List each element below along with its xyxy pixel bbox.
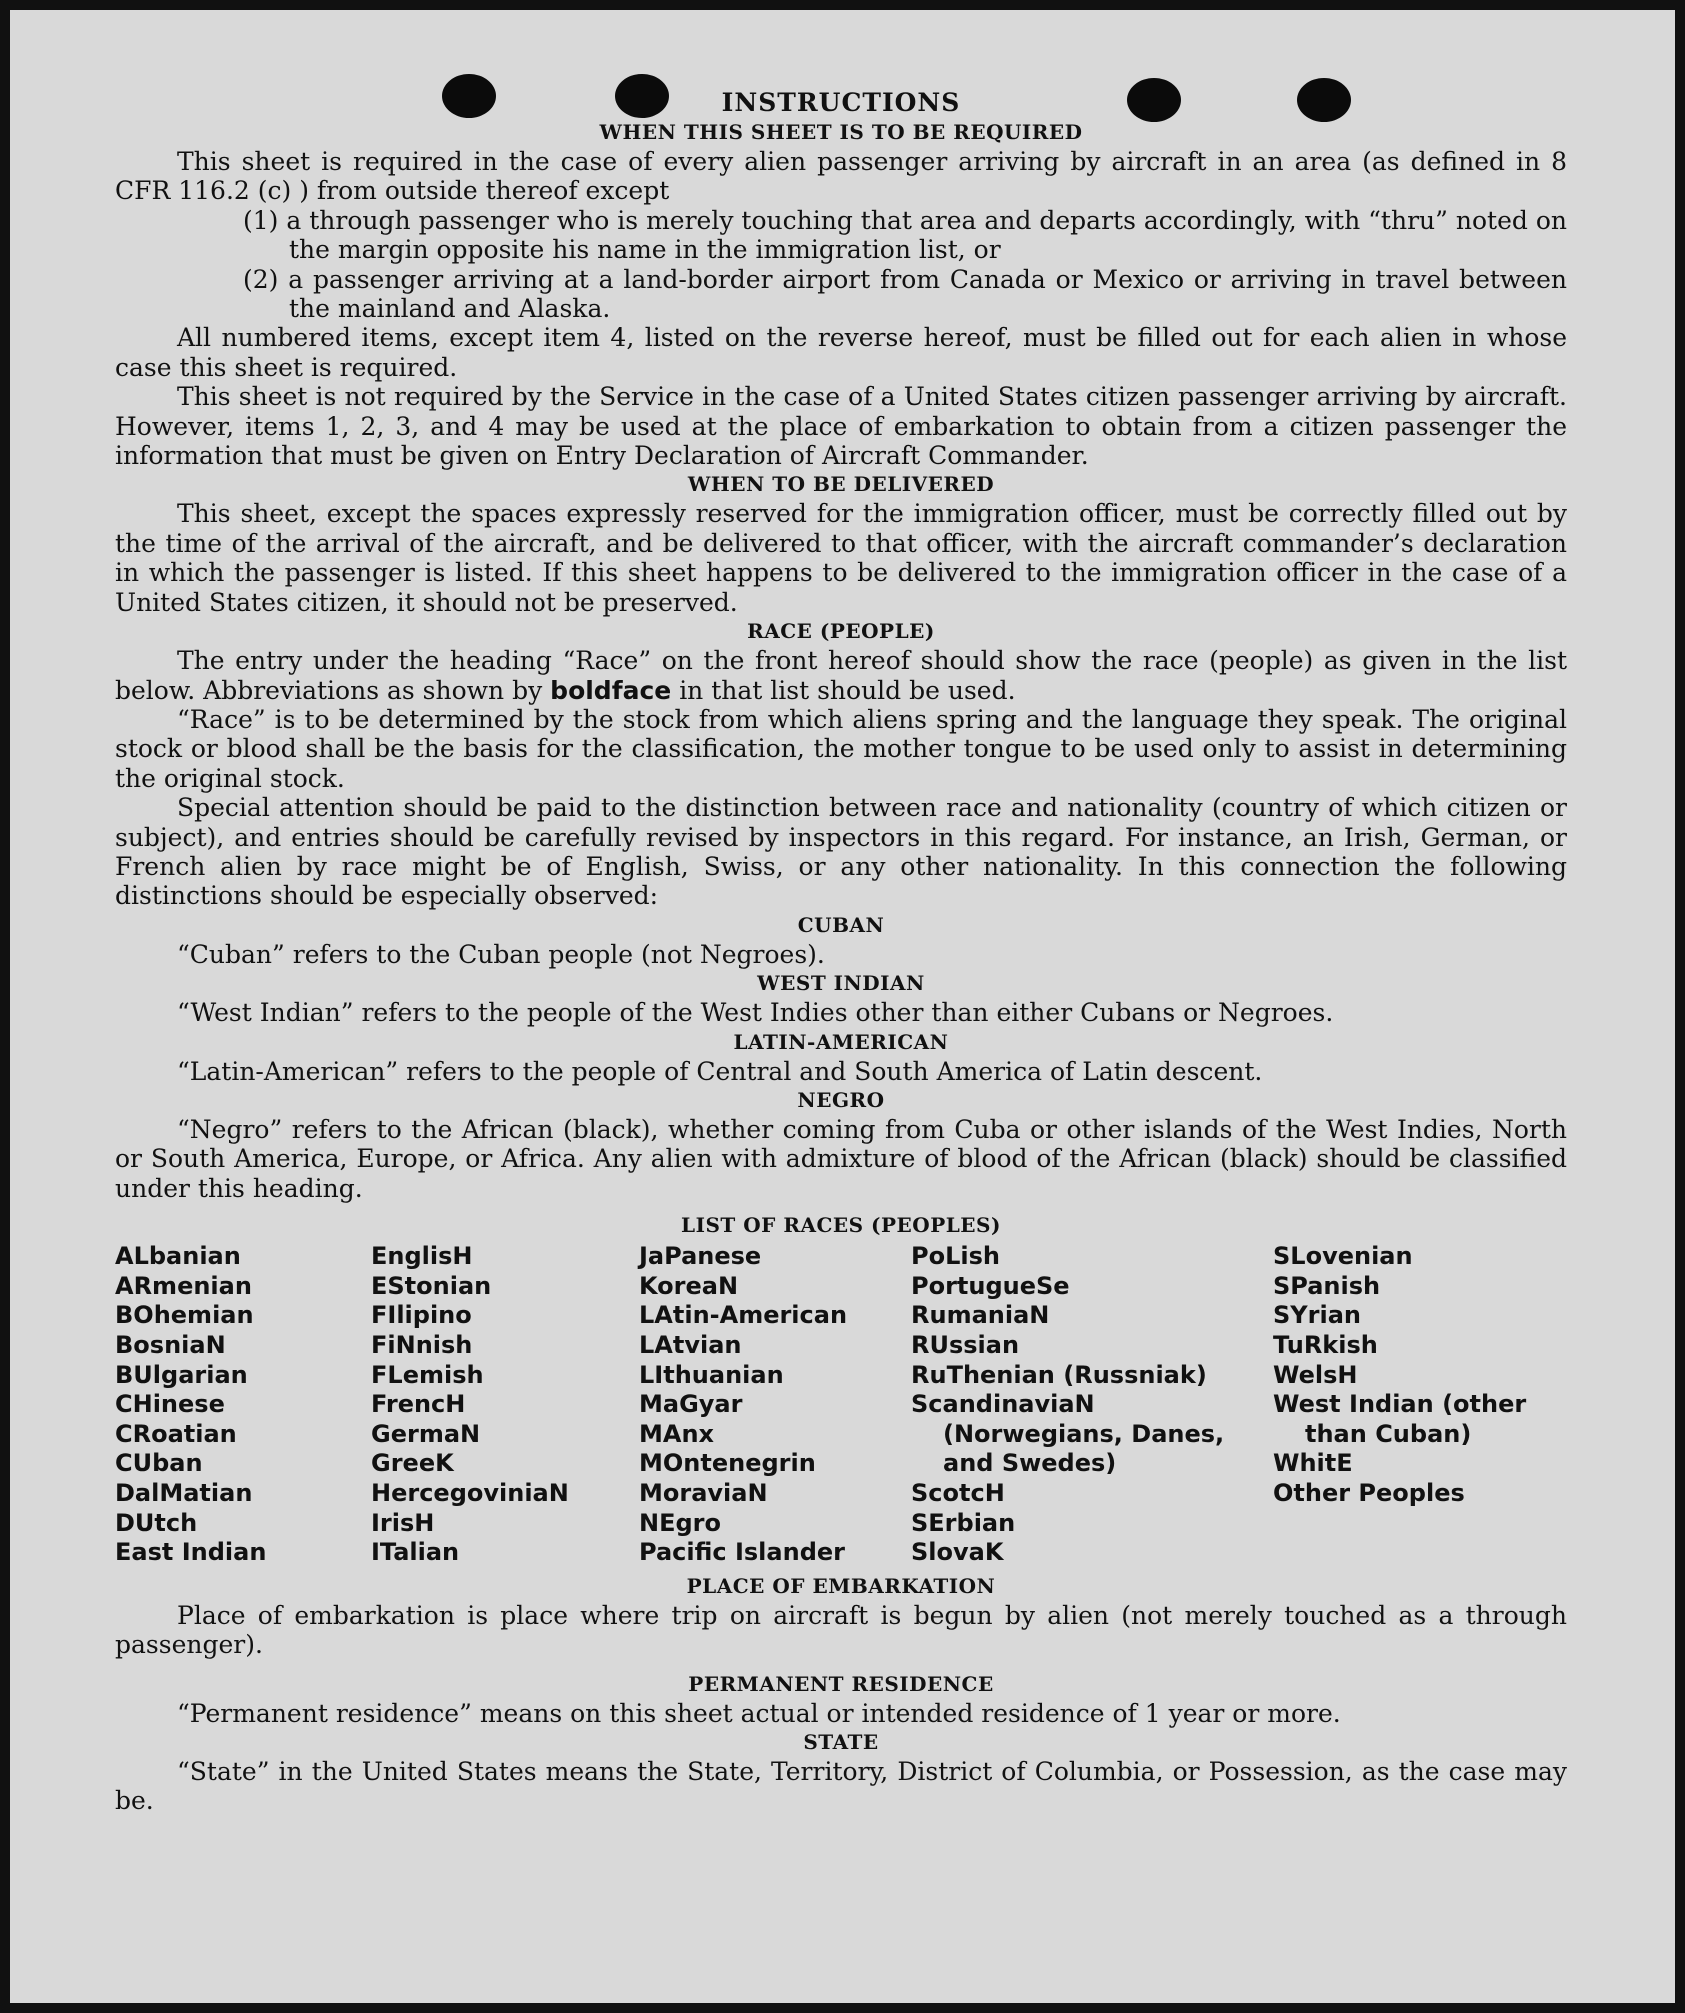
race-entry: MOntenegrin xyxy=(639,1449,816,1478)
race-entry: CRoatian xyxy=(115,1419,237,1448)
races-column xyxy=(639,1242,911,1568)
race-entry: ITalian xyxy=(371,1538,460,1567)
races-column xyxy=(371,1242,639,1568)
instructions-text xyxy=(115,88,1567,1816)
paragraph: All numbered items, except item 4, listed on the reverse hereof, must be filled out for each alien in whose case this sheet is required. xyxy=(115,323,1567,382)
race-entry: SLovenian xyxy=(1273,1242,1413,1271)
race-entry: CHinese xyxy=(115,1390,225,1419)
race-entry: NEgro xyxy=(639,1508,721,1537)
race-entry: BOhemian xyxy=(115,1301,254,1330)
race-entry: SYrian xyxy=(1273,1301,1362,1330)
paragraph: This sheet is required in the case of every alien passenger arriving by aircraft in an area (as defined in 8 CFR 116.2 (c) ) from outside thereof except xyxy=(115,147,1567,206)
race-entry: MaGyar xyxy=(639,1390,743,1419)
race-entry: West Indian (other than Cuban) xyxy=(1273,1390,1527,1448)
race-entry: IrisH xyxy=(371,1508,435,1537)
race-entry: RumaniaN xyxy=(911,1301,1050,1330)
race-entry: EnglisH xyxy=(371,1242,473,1271)
race-entry: Other Peoples xyxy=(1273,1478,1465,1507)
boldface-word: boldface xyxy=(550,675,672,705)
section-heading: PERMANENT RESIDENCE xyxy=(688,1671,994,1696)
list-item: (1) a through passenger who is merely touching that area and departs accordingly, with “thru” noted on the margin opposite his name in the immigration list, or xyxy=(243,205,1567,265)
races-list xyxy=(115,1242,1567,1568)
distinction-heading: CUBAN xyxy=(797,912,885,937)
race-entry: WelsH xyxy=(1273,1360,1358,1389)
race-entry: EStonian xyxy=(371,1271,492,1300)
races-column xyxy=(911,1242,1273,1568)
race-entry: FIlipino xyxy=(371,1301,472,1330)
races-column xyxy=(1273,1242,1533,1568)
race-entry: ALbanian xyxy=(115,1242,241,1271)
race-entry: HercegoviniaN xyxy=(371,1478,569,1507)
race-entry: BosniaN xyxy=(115,1330,226,1359)
race-entry: WhitE xyxy=(1273,1449,1353,1478)
distinction-heading: LATIN-AMERICAN xyxy=(733,1029,949,1054)
race-entry: FiNnish xyxy=(371,1330,473,1359)
paragraph xyxy=(115,646,1567,705)
race-entry: East Indian xyxy=(115,1538,267,1567)
race-entry: FLemish xyxy=(371,1360,484,1389)
distinctions xyxy=(115,911,1567,1203)
race-entry: RUssian xyxy=(911,1330,1020,1359)
race-entry: ScandinaviaN (Norwegians, Danes, and Swedes) xyxy=(911,1390,1225,1478)
race-entry: SErbian xyxy=(911,1508,1016,1537)
race-entry: PortugueSe xyxy=(911,1271,1070,1300)
race-entry: DUtch xyxy=(115,1508,198,1537)
section-heading: WHEN THIS SHEET IS TO BE REQUIRED xyxy=(599,120,1083,144)
race-entry: SPanish xyxy=(1273,1271,1381,1300)
race-entry: TuRkish xyxy=(1273,1330,1378,1359)
distinction-text: “Cuban” refers to the Cuban people (not Negroes). xyxy=(177,939,825,969)
race-entry: CUban xyxy=(115,1449,203,1478)
race-entry: ScotcH xyxy=(911,1478,1005,1507)
race-entry: MAnx xyxy=(639,1419,715,1448)
race-entry: Pacific Islander xyxy=(639,1538,845,1567)
race-entry: MoraviaN xyxy=(639,1478,768,1507)
text-span: in that list should be used. xyxy=(679,675,1016,705)
paragraph: Place of embarkation is place where trip on aircraft is begun by alien (not merely touched as a through passenger). xyxy=(115,1600,1567,1660)
race-entry: BUlgarian xyxy=(115,1360,248,1389)
text-span: The entry under the heading “Race” on the front hereof should show the race (people) as given in the list below. Abbreviations as shown by xyxy=(115,646,1567,705)
race-entry: SlovaK xyxy=(911,1538,1004,1567)
paragraph: “Race” is to be determined by the stock from which aliens spring and the language they speak. The original stock or blood shall be the basis for the classification, the mother tongue to be used only to assist in determining the original stock. xyxy=(115,704,1567,793)
race-entry: GermaN xyxy=(371,1419,481,1448)
race-entry: GreeK xyxy=(371,1449,454,1478)
distinction-text: “Negro” refers to the African (black), whether coming from Cuba or other islands of the West Indies, North or South America, Europe, or Africa. Any alien with admixture of blood of the African (black) should be classified under this heading. xyxy=(115,1114,1567,1203)
races-column xyxy=(115,1242,371,1568)
paragraph: “State” in the United States means the State, Territory, District of Columbia, or Possession, as the case may be. xyxy=(115,1756,1567,1816)
distinction-text: “Latin-American” refers to the people of Central and South America of Latin descent. xyxy=(177,1056,1263,1086)
page-title: INSTRUCTIONS xyxy=(721,88,961,117)
section-heading: PLACE OF EMBARKATION xyxy=(686,1573,996,1598)
race-entry: FrencH xyxy=(371,1390,466,1419)
distinction-heading: NEGRO xyxy=(797,1087,885,1112)
document-page xyxy=(10,10,1675,2003)
paragraph: Special attention should be paid to the distinction between race and nationality (country of which citizen or subject), and entries should be carefully revised by inspectors in this regard. For instance, an Irish, German, or French alien by race might be of English, Swiss, or any other nationality. In this connection the following distinctions should be especially observed: xyxy=(115,793,1567,911)
race-entry: LIthuanian xyxy=(639,1360,784,1389)
race-entry: PoLish xyxy=(911,1242,1000,1271)
race-entry: ARmenian xyxy=(115,1271,252,1300)
race-entry: KoreaN xyxy=(639,1271,739,1300)
section-heading: LIST OF RACES (PEOPLES) xyxy=(681,1213,1001,1238)
paragraph: “Permanent residence” means on this sheet actual or intended residence of 1 year or more. xyxy=(177,1698,1341,1728)
section-heading: WHEN TO BE DELIVERED xyxy=(687,472,995,497)
distinction-heading: WEST INDIAN xyxy=(757,971,925,996)
paragraph: This sheet, except the spaces expressly reserved for the immigration officer, must be correctly filled out by the time of the arrival of the aircraft, and be delivered to that officer, with the aircraft commander’s declaration in which the passenger is listed. If this sheet happens to be delivered to the immigration officer in the case of a United States citizen, it should not be preserved. xyxy=(115,499,1567,617)
distinction-text: “West Indian” refers to the people of the West Indies other than either Cubans or Negroes. xyxy=(177,998,1334,1028)
paragraph: This sheet is not required by the Service in the case of a United States citizen passenger arriving by aircraft. However, items 1, 2, 3, and 4 may be used at the place of embarkation to obtain from a citizen passenger the information that must be given on Entry Declaration of Aircraft Commander. xyxy=(115,382,1567,471)
race-entry: JaPanese xyxy=(639,1242,762,1271)
list-item: (2) a passenger arriving at a land-border airport from Canada or Mexico or arriving in travel between the mainland and Alaska. xyxy=(243,264,1567,324)
race-entry: DalMatian xyxy=(115,1478,253,1507)
race-entry: LAtvian xyxy=(639,1330,742,1359)
section-heading: RACE (PEOPLE) xyxy=(747,619,935,644)
race-entry: RuThenian (Russniak) xyxy=(911,1360,1207,1389)
section-heading: STATE xyxy=(803,1729,879,1754)
race-entry: LAtin-American xyxy=(639,1301,848,1330)
